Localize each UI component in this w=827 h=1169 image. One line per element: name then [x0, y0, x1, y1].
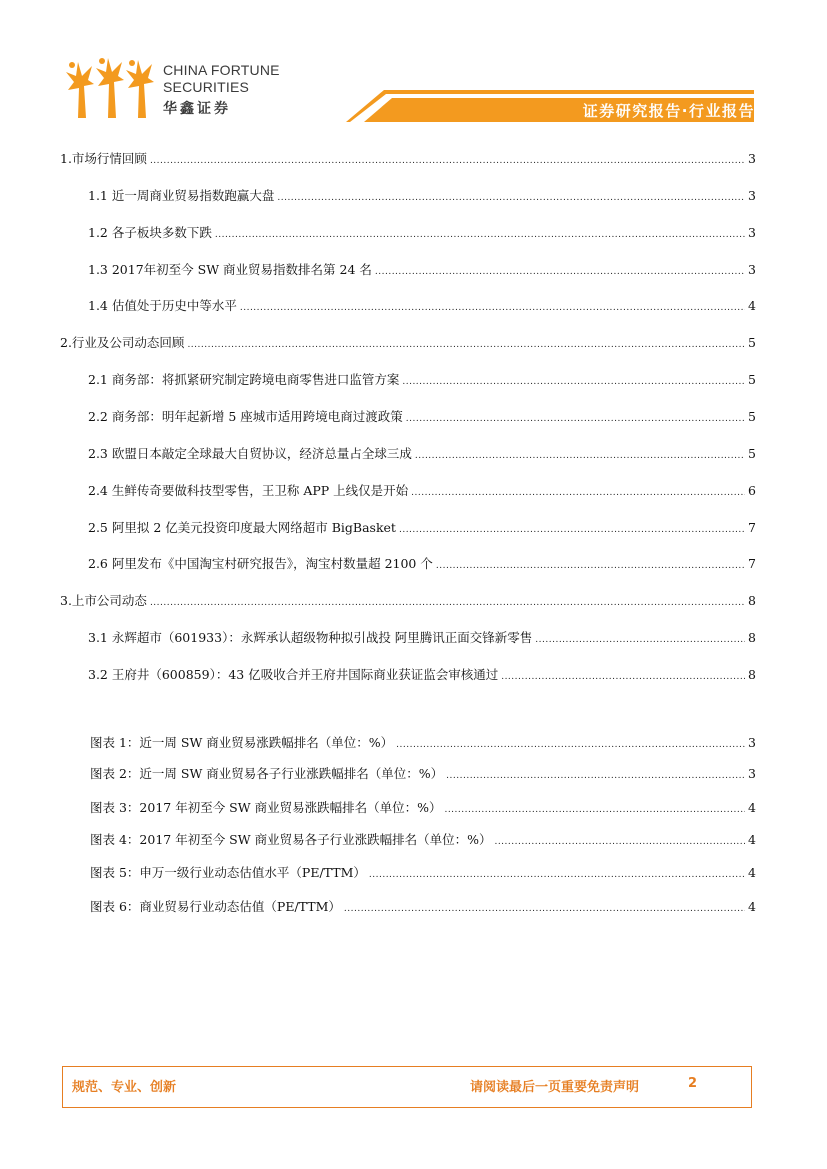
- toc-leader-dots: [415, 447, 745, 465]
- toc-leader-dots: [399, 521, 745, 539]
- toc-item[interactable]: [60, 592, 756, 610]
- figure-item-page: 4: [748, 899, 756, 914]
- toc-leader-dots: [150, 594, 745, 612]
- toc-item-page: 5: [748, 446, 756, 461]
- toc-item[interactable]: [60, 334, 756, 352]
- toc-item-label: 1.1 近一周商业贸易指数跑赢大盘: [88, 188, 275, 203]
- toc-item[interactable]: [88, 629, 756, 647]
- footer-motto: 规范、专业、创新: [72, 1080, 177, 1095]
- footer-disclaimer: 请阅读最后一页重要免责声明: [470, 1080, 640, 1095]
- figure-item-label: 图表 3：2017 年初至今 SW 商业贸易涨跌幅排名（单位：%）: [90, 800, 442, 815]
- figure-item[interactable]: [90, 799, 756, 817]
- toc-leader-dots: [444, 801, 745, 819]
- toc-item-label: 2.5 阿里拟 2 亿美元投资印度最大网络超市 BigBasket: [88, 520, 396, 535]
- toc-item[interactable]: [88, 224, 756, 242]
- toc-item-page: 7: [748, 520, 756, 535]
- toc-leader-dots: [150, 152, 745, 170]
- figure-item-page: 3: [748, 766, 756, 781]
- figure-item-label: 图表 4：2017 年初至今 SW 商业贸易各子行业涨跌幅排名（单位：%）: [90, 832, 492, 847]
- figure-item[interactable]: [90, 898, 756, 916]
- toc-leader-dots: [344, 900, 745, 918]
- toc-leader-dots: [501, 668, 745, 686]
- toc-leader-dots: [411, 484, 745, 502]
- toc-item-label: 1.3 2017年初至今 SW 商业贸易指数排名第 24 名: [88, 262, 372, 277]
- toc-item-label: 3.1 永辉超市（601933）：永辉承认超级物种拟引战投 阿里腾讯正面交锋新零售: [88, 630, 533, 645]
- toc-item-label: 3.上市公司动态: [60, 593, 147, 608]
- figure-item-label: 图表 6：商业贸易行业动态估值（PE/TTM）: [90, 899, 341, 914]
- figure-item[interactable]: [90, 734, 756, 752]
- toc-item-label: 1.4 估值处于历史中等水平: [88, 298, 237, 313]
- toc-leader-dots: [396, 736, 745, 754]
- figure-item-page: 3: [748, 735, 756, 750]
- toc-item-page: 7: [748, 556, 756, 571]
- toc-leader-dots: [277, 189, 745, 207]
- toc-item[interactable]: [60, 150, 756, 168]
- toc-item-page: 4: [748, 298, 756, 313]
- toc-item-page: 3: [748, 225, 756, 240]
- toc-leader-dots: [375, 263, 745, 281]
- toc-item-page: 5: [748, 409, 756, 424]
- toc-leader-dots: [240, 299, 745, 317]
- toc-leader-dots: [369, 866, 745, 884]
- figure-item-label: 图表 5：申万一级行业动态估值水平（PE/TTM）: [90, 865, 366, 880]
- toc-item-page: 3: [748, 262, 756, 277]
- toc-item[interactable]: [88, 482, 756, 500]
- toc-item[interactable]: [88, 261, 756, 279]
- toc-item[interactable]: [88, 297, 756, 315]
- toc-item-page: 6: [748, 483, 756, 498]
- toc-item-label: 3.2 王府井（600859）：43 亿吸收合并王府井国际商业获证监会审核通过: [88, 667, 499, 682]
- figure-item[interactable]: [90, 864, 756, 882]
- company-name-en: [163, 62, 280, 96]
- figure-item-page: 4: [748, 865, 756, 880]
- toc-item-label: 2.4 生鲜传奇要做科技型零售，王卫称 APP 上线仅是开始: [88, 483, 409, 498]
- toc-item[interactable]: [88, 666, 756, 684]
- toc-leader-dots: [406, 410, 745, 428]
- toc-item-label: 2.2 商务部：明年起新增 5 座城市适用跨境电商过渡政策: [88, 409, 403, 424]
- toc-item-page: 5: [748, 372, 756, 387]
- toc-item[interactable]: [88, 519, 756, 537]
- toc-item-page: 8: [748, 667, 756, 682]
- figure-item[interactable]: [90, 765, 756, 783]
- toc-item[interactable]: [88, 371, 756, 389]
- toc-item-label: 1.市场行情回顾: [60, 151, 147, 166]
- toc-item-label: 2.3 欧盟日本敲定全球最大自贸协议，经济总量占全球三成: [88, 446, 412, 461]
- toc-leader-dots: [215, 226, 745, 244]
- toc-item-page: 8: [748, 630, 756, 645]
- toc-leader-dots: [446, 767, 745, 785]
- toc-item[interactable]: [88, 555, 756, 573]
- page-number: 2: [688, 1076, 698, 1091]
- toc-item-page: 3: [748, 188, 756, 203]
- toc-item[interactable]: [88, 408, 756, 426]
- toc-leader-dots: [535, 631, 745, 649]
- figure-item-label: 图表 2：近一周 SW 商业贸易各子行业涨跌幅排名（单位：%）: [90, 766, 444, 781]
- toc-leader-dots: [494, 833, 745, 851]
- toc-item-page: 5: [748, 335, 756, 350]
- toc-leader-dots: [402, 373, 745, 391]
- toc-item[interactable]: [88, 445, 756, 463]
- toc-item-label: 2.行业及公司动态回顾: [60, 335, 185, 350]
- figure-item-page: 4: [748, 800, 756, 815]
- report-type-title: 证券研究报告·行业报告: [582, 102, 755, 120]
- company-name-en-line2: SECURITIES: [163, 79, 250, 95]
- toc-item[interactable]: [88, 187, 756, 205]
- toc-leader-dots: [436, 557, 745, 575]
- toc-leader-dots: [187, 336, 745, 354]
- toc-item-page: 8: [748, 593, 756, 608]
- toc-item-label: 1.2 各子板块多数下跌: [88, 225, 212, 240]
- company-name-en-line1: CHINA FORTUNE: [163, 62, 280, 78]
- toc-item-label: 2.6 阿里发布《中国淘宝村研究报告》，淘宝村数量超 2100 个: [88, 556, 433, 571]
- figure-item[interactable]: [90, 831, 756, 849]
- figure-item-page: 4: [748, 832, 756, 847]
- toc-item-page: 3: [748, 151, 756, 166]
- toc-item-label: 2.1 商务部：将抓紧研究制定跨境电商零售进口监管方案: [88, 372, 400, 387]
- figure-item-label: 图表 1：近一周 SW 商业贸易涨跌幅排名（单位：%）: [90, 735, 394, 750]
- company-name-cn: 华鑫证券: [163, 101, 231, 117]
